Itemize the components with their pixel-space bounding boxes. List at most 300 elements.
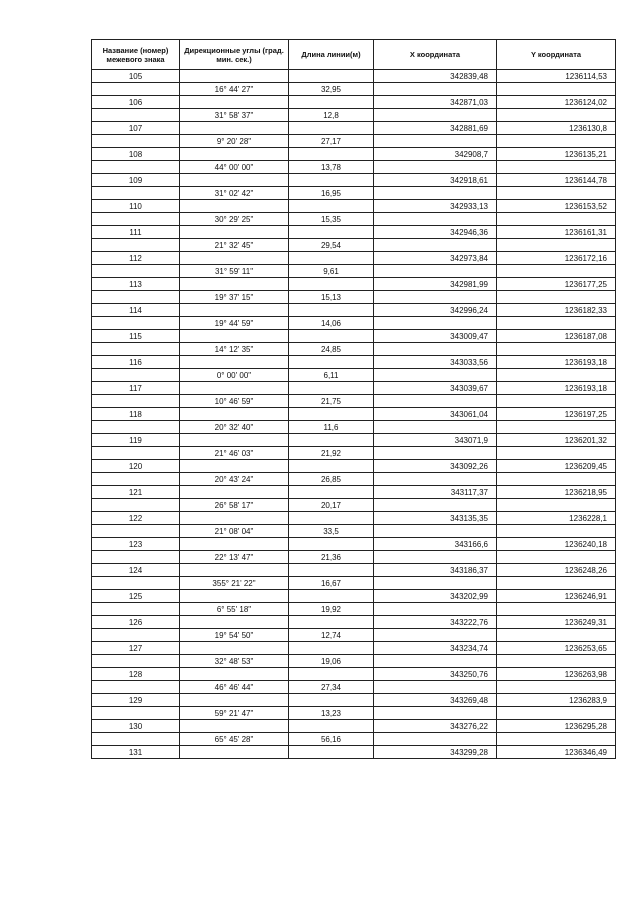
empty-length-cell — [289, 96, 374, 109]
line-length-cell: 12,74 — [289, 629, 374, 642]
empty-x-cell — [374, 395, 497, 408]
line-length-cell: 21,75 — [289, 395, 374, 408]
empty-angle-cell — [180, 330, 289, 343]
empty-x-cell — [374, 447, 497, 460]
empty-x-cell — [374, 551, 497, 564]
point-row — [92, 278, 616, 291]
point-row — [92, 486, 616, 499]
x-coordinate-cell: 343250,76 — [374, 668, 497, 681]
y-coordinate-cell: 1236153,52 — [497, 200, 616, 213]
empty-x-cell — [374, 603, 497, 616]
header-length: Длина линии(м) — [289, 40, 374, 70]
line-length-cell: 13,78 — [289, 161, 374, 174]
x-coordinate-cell: 342996,24 — [374, 304, 497, 317]
x-coordinate-cell: 342918,61 — [374, 174, 497, 187]
point-row — [92, 460, 616, 473]
point-name-cell: 107 — [92, 122, 180, 135]
segment-row — [92, 343, 616, 356]
empty-length-cell — [289, 252, 374, 265]
empty-x-cell — [374, 291, 497, 304]
direction-angle-cell: 26° 58' 17" — [180, 499, 289, 512]
x-coordinate-cell: 343186,37 — [374, 564, 497, 577]
empty-length-cell — [289, 304, 374, 317]
direction-angle-cell: 65° 45' 28" — [180, 733, 289, 746]
header-name: Название (номер) межевого знака — [92, 40, 180, 70]
empty-name-cell — [92, 395, 180, 408]
empty-angle-cell — [180, 694, 289, 707]
empty-name-cell — [92, 213, 180, 226]
point-name-cell: 108 — [92, 148, 180, 161]
empty-length-cell — [289, 486, 374, 499]
direction-angle-cell: 31° 02' 42" — [180, 187, 289, 200]
empty-x-cell — [374, 343, 497, 356]
point-name-cell: 123 — [92, 538, 180, 551]
segment-row — [92, 577, 616, 590]
y-coordinate-cell: 1236144,78 — [497, 174, 616, 187]
point-row — [92, 200, 616, 213]
empty-angle-cell — [180, 200, 289, 213]
point-row — [92, 668, 616, 681]
empty-name-cell — [92, 681, 180, 694]
y-coordinate-cell: 1236209,45 — [497, 460, 616, 473]
segment-row — [92, 655, 616, 668]
empty-length-cell — [289, 122, 374, 135]
y-coordinate-cell: 1236135,21 — [497, 148, 616, 161]
empty-name-cell — [92, 551, 180, 564]
empty-length-cell — [289, 616, 374, 629]
empty-angle-cell — [180, 408, 289, 421]
empty-y-cell — [497, 109, 616, 122]
empty-y-cell — [497, 655, 616, 668]
y-coordinate-cell: 1236346,49 — [497, 746, 616, 759]
empty-name-cell — [92, 655, 180, 668]
point-name-cell: 112 — [92, 252, 180, 265]
header-y: Y координата — [497, 40, 616, 70]
empty-y-cell — [497, 161, 616, 174]
empty-length-cell — [289, 330, 374, 343]
point-row — [92, 538, 616, 551]
line-length-cell: 6,11 — [289, 369, 374, 382]
empty-angle-cell — [180, 226, 289, 239]
line-length-cell: 9,61 — [289, 265, 374, 278]
empty-x-cell — [374, 187, 497, 200]
empty-x-cell — [374, 83, 497, 96]
point-row — [92, 434, 616, 447]
empty-length-cell — [289, 70, 374, 83]
empty-length-cell — [289, 226, 374, 239]
point-row — [92, 330, 616, 343]
segment-row — [92, 265, 616, 278]
segment-row — [92, 473, 616, 486]
empty-x-cell — [374, 161, 497, 174]
empty-x-cell — [374, 577, 497, 590]
empty-y-cell — [497, 551, 616, 564]
point-name-cell: 110 — [92, 200, 180, 213]
empty-y-cell — [497, 473, 616, 486]
x-coordinate-cell: 342981,99 — [374, 278, 497, 291]
line-length-cell: 19,92 — [289, 603, 374, 616]
y-coordinate-cell: 1236218,95 — [497, 486, 616, 499]
point-row — [92, 616, 616, 629]
line-length-cell: 27,34 — [289, 681, 374, 694]
point-name-cell: 131 — [92, 746, 180, 759]
direction-angle-cell: 21° 46' 03" — [180, 447, 289, 460]
empty-angle-cell — [180, 278, 289, 291]
segment-row — [92, 551, 616, 564]
empty-y-cell — [497, 187, 616, 200]
direction-angle-cell: 355° 21' 22" — [180, 577, 289, 590]
empty-length-cell — [289, 668, 374, 681]
direction-angle-cell: 59° 21' 47" — [180, 707, 289, 720]
point-name-cell: 126 — [92, 616, 180, 629]
x-coordinate-cell: 342871,03 — [374, 96, 497, 109]
x-coordinate-cell: 342908,7 — [374, 148, 497, 161]
empty-name-cell — [92, 421, 180, 434]
header-angle: Дирекционные углы (град. мин. сек.) — [180, 40, 289, 70]
empty-name-cell — [92, 447, 180, 460]
empty-angle-cell — [180, 356, 289, 369]
line-length-cell: 11,6 — [289, 421, 374, 434]
segment-row — [92, 213, 616, 226]
empty-y-cell — [497, 239, 616, 252]
segment-row — [92, 135, 616, 148]
empty-x-cell — [374, 499, 497, 512]
point-row — [92, 408, 616, 421]
point-name-cell: 106 — [92, 96, 180, 109]
x-coordinate-cell: 343033,56 — [374, 356, 497, 369]
point-row — [92, 720, 616, 733]
segment-row — [92, 707, 616, 720]
empty-name-cell — [92, 343, 180, 356]
line-length-cell: 16,95 — [289, 187, 374, 200]
point-name-cell: 109 — [92, 174, 180, 187]
point-row — [92, 642, 616, 655]
empty-length-cell — [289, 564, 374, 577]
line-length-cell: 15,35 — [289, 213, 374, 226]
empty-angle-cell — [180, 96, 289, 109]
empty-x-cell — [374, 213, 497, 226]
point-name-cell: 127 — [92, 642, 180, 655]
y-coordinate-cell: 1236193,18 — [497, 382, 616, 395]
segment-row — [92, 317, 616, 330]
empty-length-cell — [289, 356, 374, 369]
point-row — [92, 746, 616, 759]
empty-name-cell — [92, 499, 180, 512]
empty-y-cell — [497, 629, 616, 642]
empty-length-cell — [289, 460, 374, 473]
empty-y-cell — [497, 213, 616, 226]
direction-angle-cell: 46° 46' 44" — [180, 681, 289, 694]
x-coordinate-cell: 343202,99 — [374, 590, 497, 603]
empty-length-cell — [289, 720, 374, 733]
y-coordinate-cell: 1236172,16 — [497, 252, 616, 265]
direction-angle-cell: 20° 32' 40" — [180, 421, 289, 434]
empty-length-cell — [289, 278, 374, 291]
point-row — [92, 356, 616, 369]
y-coordinate-cell: 1236248,26 — [497, 564, 616, 577]
x-coordinate-cell: 343039,67 — [374, 382, 497, 395]
empty-length-cell — [289, 590, 374, 603]
empty-y-cell — [497, 681, 616, 694]
empty-name-cell — [92, 473, 180, 486]
empty-name-cell — [92, 291, 180, 304]
y-coordinate-cell: 1236295,28 — [497, 720, 616, 733]
empty-x-cell — [374, 473, 497, 486]
y-coordinate-cell: 1236177,25 — [497, 278, 616, 291]
point-name-cell: 129 — [92, 694, 180, 707]
empty-x-cell — [374, 265, 497, 278]
empty-y-cell — [497, 291, 616, 304]
point-row — [92, 564, 616, 577]
empty-y-cell — [497, 395, 616, 408]
direction-angle-cell: 44° 00' 00" — [180, 161, 289, 174]
line-length-cell: 24,85 — [289, 343, 374, 356]
empty-name-cell — [92, 239, 180, 252]
empty-name-cell — [92, 265, 180, 278]
y-coordinate-cell: 1236124,02 — [497, 96, 616, 109]
empty-name-cell — [92, 629, 180, 642]
direction-angle-cell: 9° 20' 28" — [180, 135, 289, 148]
y-coordinate-cell: 1236182,33 — [497, 304, 616, 317]
empty-name-cell — [92, 577, 180, 590]
direction-angle-cell: 6° 55' 18" — [180, 603, 289, 616]
empty-name-cell — [92, 109, 180, 122]
direction-angle-cell: 31° 58' 37" — [180, 109, 289, 122]
empty-x-cell — [374, 733, 497, 746]
direction-angle-cell: 20° 43' 24" — [180, 473, 289, 486]
empty-angle-cell — [180, 252, 289, 265]
boundary-coordinates-table — [91, 39, 616, 759]
empty-y-cell — [497, 369, 616, 382]
point-row — [92, 70, 616, 83]
x-coordinate-cell: 343009,47 — [374, 330, 497, 343]
empty-length-cell — [289, 538, 374, 551]
y-coordinate-cell: 1236253,65 — [497, 642, 616, 655]
empty-angle-cell — [180, 564, 289, 577]
x-coordinate-cell: 342933,13 — [374, 200, 497, 213]
empty-x-cell — [374, 135, 497, 148]
point-name-cell: 121 — [92, 486, 180, 499]
empty-name-cell — [92, 525, 180, 538]
direction-angle-cell: 31° 59' 11" — [180, 265, 289, 278]
y-coordinate-cell: 1236114,53 — [497, 70, 616, 83]
direction-angle-cell: 19° 54' 50" — [180, 629, 289, 642]
direction-angle-cell: 21° 32' 45" — [180, 239, 289, 252]
point-row — [92, 694, 616, 707]
y-coordinate-cell: 1236228,1 — [497, 512, 616, 525]
point-row — [92, 226, 616, 239]
line-length-cell: 14,06 — [289, 317, 374, 330]
empty-name-cell — [92, 369, 180, 382]
empty-angle-cell — [180, 590, 289, 603]
segment-row — [92, 421, 616, 434]
point-name-cell: 111 — [92, 226, 180, 239]
point-row — [92, 96, 616, 109]
x-coordinate-cell: 343222,76 — [374, 616, 497, 629]
point-name-cell: 128 — [92, 668, 180, 681]
point-name-cell: 117 — [92, 382, 180, 395]
direction-angle-cell: 19° 44' 59" — [180, 317, 289, 330]
empty-angle-cell — [180, 538, 289, 551]
empty-y-cell — [497, 525, 616, 538]
point-name-cell: 119 — [92, 434, 180, 447]
segment-row — [92, 83, 616, 96]
empty-angle-cell — [180, 304, 289, 317]
empty-y-cell — [497, 499, 616, 512]
segment-row — [92, 525, 616, 538]
y-coordinate-cell: 1236187,08 — [497, 330, 616, 343]
point-name-cell: 105 — [92, 70, 180, 83]
empty-name-cell — [92, 187, 180, 200]
segment-row — [92, 291, 616, 304]
empty-angle-cell — [180, 746, 289, 759]
empty-y-cell — [497, 707, 616, 720]
y-coordinate-cell: 1236197,25 — [497, 408, 616, 421]
line-length-cell: 33,5 — [289, 525, 374, 538]
point-name-cell: 115 — [92, 330, 180, 343]
point-row — [92, 148, 616, 161]
point-name-cell: 118 — [92, 408, 180, 421]
direction-angle-cell: 16° 44' 27" — [180, 83, 289, 96]
empty-angle-cell — [180, 512, 289, 525]
x-coordinate-cell: 342839,48 — [374, 70, 497, 83]
empty-y-cell — [497, 733, 616, 746]
direction-angle-cell: 10° 46' 59" — [180, 395, 289, 408]
segment-row — [92, 447, 616, 460]
point-name-cell: 125 — [92, 590, 180, 603]
empty-length-cell — [289, 642, 374, 655]
empty-length-cell — [289, 694, 374, 707]
x-coordinate-cell: 343061,04 — [374, 408, 497, 421]
direction-angle-cell: 30° 29' 25" — [180, 213, 289, 226]
point-row — [92, 174, 616, 187]
line-length-cell: 29,54 — [289, 239, 374, 252]
segment-row — [92, 733, 616, 746]
empty-x-cell — [374, 629, 497, 642]
segment-row — [92, 187, 616, 200]
line-length-cell: 27,17 — [289, 135, 374, 148]
empty-x-cell — [374, 707, 497, 720]
x-coordinate-cell: 343092,26 — [374, 460, 497, 473]
empty-angle-cell — [180, 70, 289, 83]
empty-y-cell — [497, 447, 616, 460]
segment-row — [92, 369, 616, 382]
x-coordinate-cell: 343117,37 — [374, 486, 497, 499]
y-coordinate-cell: 1236130,8 — [497, 122, 616, 135]
x-coordinate-cell: 343234,74 — [374, 642, 497, 655]
x-coordinate-cell: 343299,28 — [374, 746, 497, 759]
line-length-cell: 13,23 — [289, 707, 374, 720]
empty-angle-cell — [180, 174, 289, 187]
empty-name-cell — [92, 83, 180, 96]
point-name-cell: 130 — [92, 720, 180, 733]
empty-name-cell — [92, 733, 180, 746]
empty-x-cell — [374, 655, 497, 668]
x-coordinate-cell: 343269,48 — [374, 694, 497, 707]
direction-angle-cell: 32° 48' 53" — [180, 655, 289, 668]
point-row — [92, 252, 616, 265]
y-coordinate-cell: 1236263,98 — [497, 668, 616, 681]
point-name-cell: 113 — [92, 278, 180, 291]
point-name-cell: 124 — [92, 564, 180, 577]
segment-row — [92, 395, 616, 408]
empty-y-cell — [497, 317, 616, 330]
y-coordinate-cell: 1236246,91 — [497, 590, 616, 603]
x-coordinate-cell: 343276,22 — [374, 720, 497, 733]
segment-row — [92, 629, 616, 642]
empty-length-cell — [289, 174, 374, 187]
empty-angle-cell — [180, 122, 289, 135]
line-length-cell: 26,85 — [289, 473, 374, 486]
line-length-cell: 32,95 — [289, 83, 374, 96]
empty-angle-cell — [180, 434, 289, 447]
empty-x-cell — [374, 369, 497, 382]
point-row — [92, 304, 616, 317]
point-row — [92, 590, 616, 603]
empty-angle-cell — [180, 486, 289, 499]
segment-row — [92, 603, 616, 616]
x-coordinate-cell: 343166,6 — [374, 538, 497, 551]
empty-angle-cell — [180, 148, 289, 161]
y-coordinate-cell: 1236161,31 — [497, 226, 616, 239]
line-length-cell: 15,13 — [289, 291, 374, 304]
empty-length-cell — [289, 746, 374, 759]
point-name-cell: 120 — [92, 460, 180, 473]
empty-name-cell — [92, 707, 180, 720]
line-length-cell: 16,67 — [289, 577, 374, 590]
y-coordinate-cell: 1236193,18 — [497, 356, 616, 369]
line-length-cell: 19,06 — [289, 655, 374, 668]
empty-length-cell — [289, 408, 374, 421]
empty-x-cell — [374, 317, 497, 330]
empty-name-cell — [92, 161, 180, 174]
empty-y-cell — [497, 603, 616, 616]
empty-x-cell — [374, 681, 497, 694]
y-coordinate-cell: 1236240,18 — [497, 538, 616, 551]
segment-row — [92, 239, 616, 252]
point-name-cell: 122 — [92, 512, 180, 525]
empty-x-cell — [374, 239, 497, 252]
empty-length-cell — [289, 382, 374, 395]
direction-angle-cell: 14° 12' 35" — [180, 343, 289, 356]
segment-row — [92, 109, 616, 122]
empty-y-cell — [497, 265, 616, 278]
empty-name-cell — [92, 603, 180, 616]
empty-y-cell — [497, 421, 616, 434]
segment-row — [92, 681, 616, 694]
direction-angle-cell: 0° 00' 00" — [180, 369, 289, 382]
empty-y-cell — [497, 577, 616, 590]
x-coordinate-cell: 343135,35 — [374, 512, 497, 525]
empty-name-cell — [92, 317, 180, 330]
line-length-cell: 12,8 — [289, 109, 374, 122]
y-coordinate-cell: 1236249,31 — [497, 616, 616, 629]
empty-length-cell — [289, 200, 374, 213]
empty-angle-cell — [180, 616, 289, 629]
empty-y-cell — [497, 343, 616, 356]
segment-row — [92, 161, 616, 174]
direction-angle-cell: 21° 08' 04" — [180, 525, 289, 538]
empty-name-cell — [92, 135, 180, 148]
empty-angle-cell — [180, 720, 289, 733]
empty-x-cell — [374, 525, 497, 538]
y-coordinate-cell: 1236201,32 — [497, 434, 616, 447]
empty-y-cell — [497, 83, 616, 96]
empty-y-cell — [497, 135, 616, 148]
point-row — [92, 122, 616, 135]
table-body — [92, 70, 616, 759]
empty-x-cell — [374, 421, 497, 434]
